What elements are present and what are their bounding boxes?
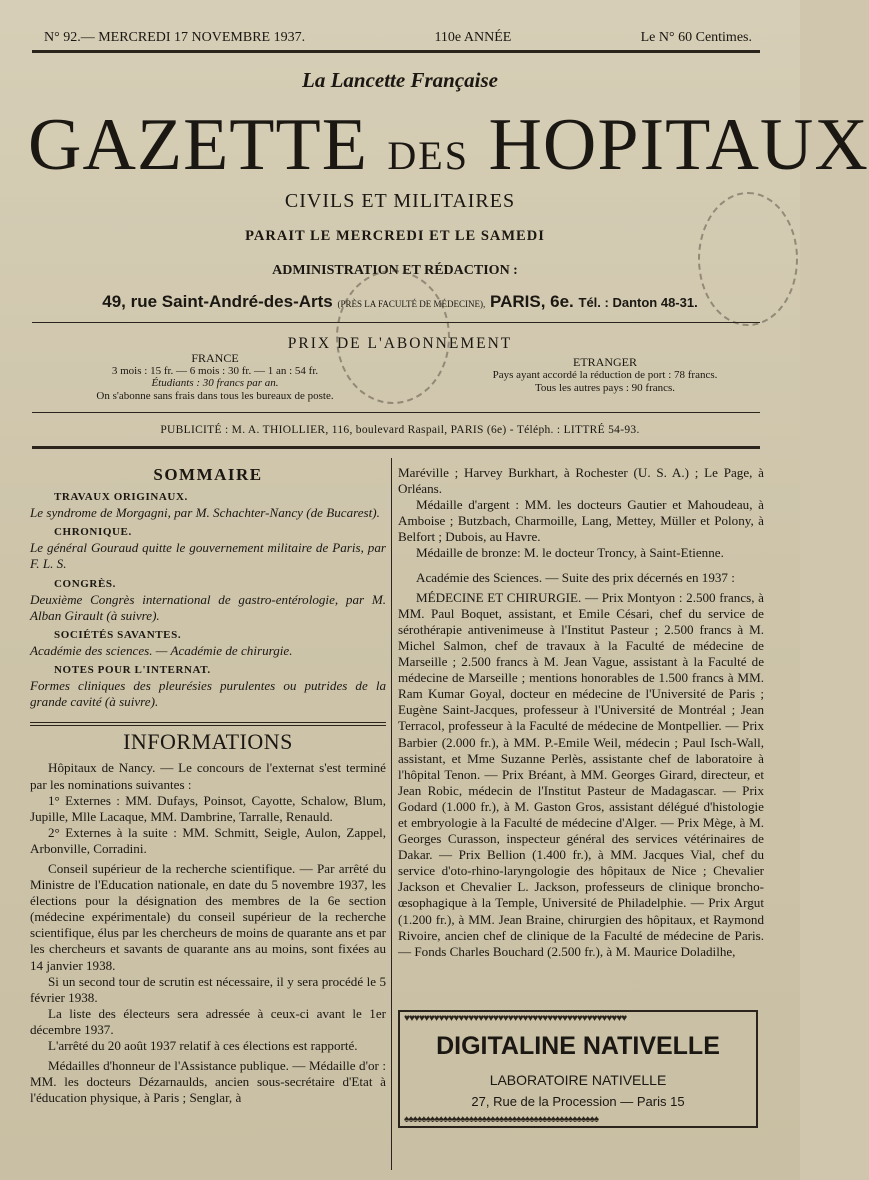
address-city: PARIS, 6e. [490,292,574,311]
sommaire-section-head: CONGRÈS. [54,577,116,590]
sommaire-entry [30,576,386,624]
right-column [398,465,764,960]
advert-border-bottom: ♠♠♠♠♠♠♠♠♠♠♠♠♠♠♠♠♠♠♠♠♠♠♠♠♠♠♠♠♠♠♠♠♠♠♠♠♠♠♠♠♠♠♠♠♠ [404,1114,599,1125]
advert-address: 27, Rue de la Procession — Paris 15 [471,1094,685,1109]
info-paragraph: L'arrêté du 20 août 1937 relatif à ces élections est rapporté. [48,1038,358,1053]
foreign-heading: ETRANGER [573,355,637,369]
info-paragraph: Conseil supérieur de la recherche scientifique. — Par arrêté du Ministre de l'Education nationale, en date du 5 novembre 1937, les élections pour la désignation des membres de la 6e section (médecine expérimentale) du conseil supérieur de la recherche scientifique, élus par les chercheurs de moins de quarante ans et par les chercheurs et savants de quarante ans au moins, sont fixées au 14 janvier 1938. [30,860,386,973]
info-paragraph: Hôpitaux de Nancy. — Le concours de l'externat s'est terminé par les nominations suivantes : [30,760,386,792]
france-heading: FRANCE [191,351,239,365]
right-paragraph: Maréville ; Harvey Burkhart, à Rochester (U. S. A.) ; Le Page, à Orléans. [398,465,764,497]
foreign-rates [440,356,770,395]
subscription-title: PRIX DE L'ABONNEMENT [287,335,513,352]
right-paragraph: Académie des Sciences. — Suite des prix décernés en 1937 : [416,569,735,585]
sommaire-section-head: CHRONIQUE. [54,526,132,539]
issue-number: N° 92.— MERCREDI 17 NOVEMBRE 1937. [44,30,306,45]
sommaire-section-text: Formes cliniques des pleurésies purulentes ou putrides de la grande cavité (à suivre). [30,678,386,710]
sommaire-section-head: TRAVAUX ORIGINAUX. [54,491,188,504]
left-column [30,465,386,1106]
foreign-line-1: Pays ayant accordé la réduction de port : 78 francs. [492,369,718,381]
advert-subtitle: LABORATOIRE NATIVELLE [489,1072,667,1088]
address-street: 49, rue Saint-André-des-Arts [102,292,333,311]
masthead-word-gazette: GAZETTE [28,104,368,186]
sommaire-entry [30,489,386,521]
sommaire-list [30,489,386,710]
admin-label: ADMINISTRATION ET RÉDACTION : [272,263,518,278]
france-rates [50,352,380,402]
informations-body [30,760,386,1106]
right-paragraph: MÉDECINE ET CHIRURGIE. — Prix Montyon : 2.500 francs, à MM. Paul Boquet, assistant, et Emile Césari, chef du service de sérothérapie antivenimeuse à l'Institut Pasteur ; 2.500 francs à M. Michel Salmon, chef de travaux à la Faculté de médecine de Marseille ; 2.500 francs à M. Jean Vague, assistant à la Faculté de médecine de Marseille ; mentions honorables de 1.500 francs à MM. Ram Kumar Goyal, docteur en médecine de l'Université de Paris ; Eugène Saint-Jacques, professeur à l'Université de Montréal ; Jean Terracol, professeur à la Faculté de médecine de Montpellier. — Prix Barbier (2.000 fr.), à MM. P.-Emile Weil, médecin ; Paul Isch-Wall, assistant, et Mme Suzanne Perlès, assistante chef de laboratoire à l'hôpital Tenon. — Prix Bréant, à MM. Georges Girard, directeur, et Jean Robic, médecin de l'Institut Pasteur de Madagascar. — Prix Godard (1.000 fr.), à M. Gaston Gros, assistant délégué d'histologie et embryologie à la Faculté de médecine d'Alger. — Prix Mège, à M. Georges Curasson, inspecteur général des services vétérinaires de Dakar. — Prix Bellion (1.400 fr.), à MM. Jacques Vial, chef du service d'oto-rhino-laryngologie des hôpitaux de Nice ; Chevalier Jackson et Chevalier L. Jackson, professeurs de clinique broncho-œsophagique à la Temple, Université de Philadelphie. — Prix Argut (1.200 fr.), à MM. Jean Braine, chirurgien des hôpitaux, et Raymond Rivoire, ancien chef de clinique de la Faculté de médecine de Paris. — Fonds Charles Bouchard (2.500 fr.), à M. Maurice Doladilhe, [398,589,764,959]
advertising-contact: PUBLICITÉ : M. A. THIOLLIER, 116, boulevard Raspail, PARIS (6e) - Téléph. : LITTRÉ 54-93. [160,424,640,436]
informations-title: INFORMATIONS [123,729,293,755]
library-stamp-icon [698,192,798,326]
masthead-civils: CIVILS ET MILITAIRES [284,190,516,212]
sommaire-section-head: NOTES POUR L'INTERNAT. [54,664,211,677]
sommaire-section-head: SOCIÉTÉS SAVANTES. [54,628,182,641]
advert-title: DIGITALINE NATIVELLE [436,1032,720,1060]
publication-days: PARAIT LE MERCREDI ET LE SAMEDI [245,228,545,244]
issue-header [44,30,752,46]
sommaire-entry [30,627,386,659]
sommaire-entry [30,662,386,710]
address-note: (PRÈS LA FACULTÉ DE MÉDECINE), [337,299,486,309]
column-divider [391,458,392,1170]
info-paragraph: La liste des électeurs sera adressée à ceux-ci avant le 1er décembre 1937. [30,1005,386,1037]
right-paragraph: Médaille de bronze: M. le docteur Troncy, à Saint-Etienne. [416,545,724,561]
address-telephone: Tél. : Danton 48-31. [578,295,698,310]
sommaire-section-text: Le général Gouraud quitte le gouvernement militaire de Paris, par F. L. S. [30,540,386,572]
header-rule [32,50,760,53]
sommaire-entry [30,524,386,572]
france-note: On s'abonne sans frais dans tous les bureaux de poste. [96,389,334,402]
digitaline-advert [398,1010,758,1128]
content-top-rule [32,446,760,449]
subscription-bottom-rule [32,412,760,413]
right-paragraph: Médaille d'argent : MM. les docteurs Gautier et Mahoudeau, à Amboise ; Butzbach, Charmoille, Lang, Mettey, Müller et Polony, à Belfort ; Dubois, au Havre. [398,497,764,545]
info-paragraph: Si un second tour de scrutin est nécessaire, il y sera procédé le 5 février 1938. [30,973,386,1005]
advert-border-top: ♥♥♥♥♥♥♥♥♥♥♥♥♥♥♥♥♥♥♥♥♥♥♥♥♥♥♥♥♥♥♥♥♥♥♥♥♥♥♥♥♥♥♥♥♥ [404,1013,627,1024]
sommaire-section-text: Académie des sciences. — Académie de chirurgie. [30,642,293,658]
issue-year: 110e ANNÉE [434,30,512,45]
sommaire-title: SOMMAIRE [153,465,263,484]
subscription-top-rule [32,322,760,323]
masthead-title [28,100,869,201]
info-paragraph: 1° Externes : MM. Dufays, Poinsot, Cayotte, Schalow, Blum, Jupille, Mlle Lacaque, MM. Dambrine, Tarralle, Renauld. [30,792,386,824]
sommaire-section-text: Le syndrome de Morgagni, par M. Schachter-Nancy (de Bucarest). [30,505,380,521]
sommaire-section-text: Deuxième Congrès international de gastro-entérologie, par M. Alban Girault (à suivre). [30,591,386,623]
france-rate-line: 3 mois : 15 fr. — 6 mois : 30 fr. — 1 an : 54 fr. [111,364,319,377]
masthead-word-des: DES [387,133,469,178]
info-paragraph: 2° Externes à la suite : MM. Schmitt, Seigle, Aulon, Zappel, Arbonville, Corradini. [30,824,386,856]
france-students: Étudiants : 30 francs par an. [151,377,279,389]
foreign-line-2: Tous les autres pays : 90 francs. [534,382,676,394]
issue-price: Le N° 60 Centimes. [640,30,752,45]
section-divider [30,722,386,726]
masthead-subtitle: La Lancette Française [302,68,498,92]
masthead-word-hopitaux: HOPITAUX [488,104,869,186]
info-paragraph: Médailles d'honneur de l'Assistance publique. — Médaille d'or : MM. les docteurs Dézarnaulds, ancien sous-secrétaire d'Etat à l'éducation physique, à Paris ; Senglar, à [30,1058,386,1106]
